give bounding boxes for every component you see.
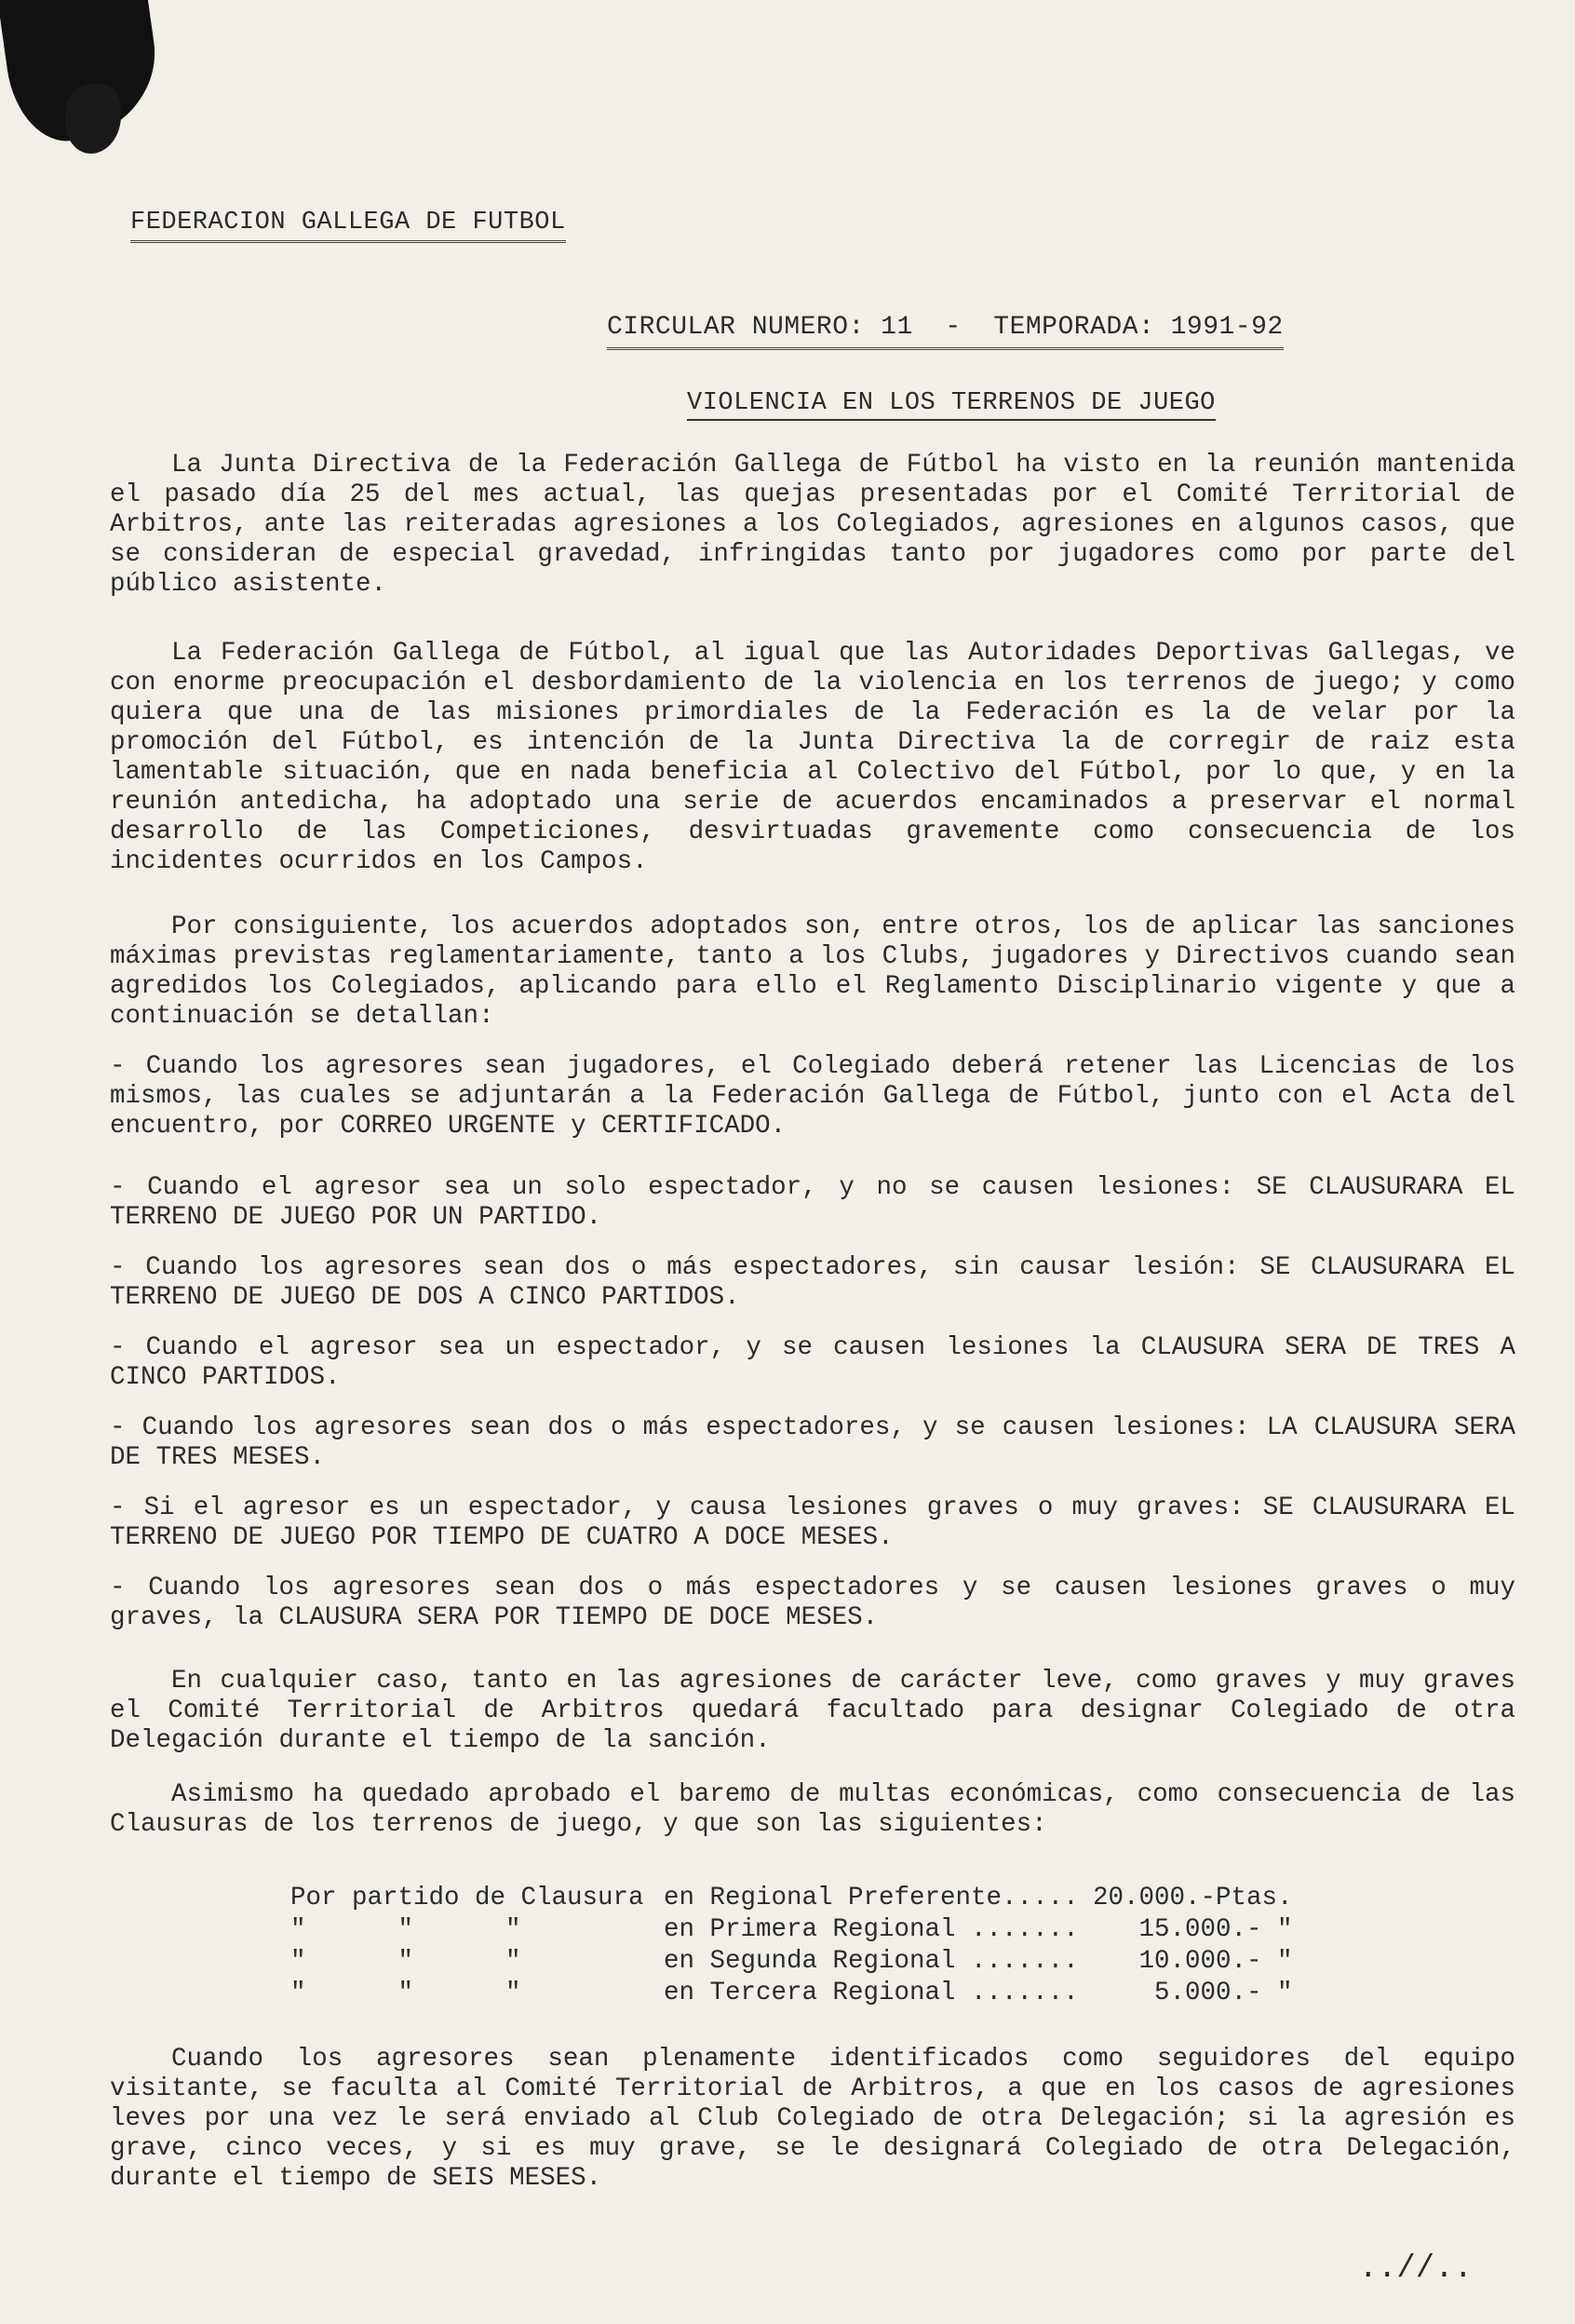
circular-number-line: CIRCULAR NUMERO: 11 - TEMPORADA: 1991-92 bbox=[607, 313, 1284, 350]
rule-item: - Si el agresor es un espectador, y causa lesiones graves o muy graves: SE CLAUSURARA EL TERRENO DE JUEGO POR TIEMPO DE CUATRO A DOCE MESES. bbox=[110, 1493, 1515, 1552]
torn-corner-shadow bbox=[65, 84, 121, 154]
paragraph-any-case: En cualquier caso, tanto en las agresiones de carácter leve, como graves y muy graves el Comité Territorial de Arbitros quedará facultado para designar Colegiado de otra Delegación durante el tiempo de la sanción. bbox=[110, 1667, 1515, 1755]
paragraph-concern: La Federación Gallega de Fútbol, al igual que las Autoridades Deportivas Gallegas, ve con enorme preocupación el desbordamiento de la violencia en los terrenos de juego; y como quiera que una de las misiones primordiales de la Federación es la de velar por la promoción del Fútbol, es intención de la Junta Directiva la de corregir de raiz esta lamentable situación, que en nada beneficia al Colectivo del Fútbol, por lo que, y en la reunión antedicha, ha adoptado una serie de acuerdos encaminados a preservar el normal desarrollo de las Competiciones, desvirtuadas gravemente como consecuencia de los incidentes ocurridos en los Campos. bbox=[110, 639, 1515, 876]
fine-amount: 15.000.- " bbox=[1138, 1915, 1293, 1944]
rule-item: - Cuando los agresores sean dos o más espectadores, sin causar lesión: SE CLAUSURARA EL TERRENO DE JUEGO DE DOS A CINCO PARTIDOS. bbox=[110, 1253, 1515, 1312]
rule-item: - Cuando el agresor sea un solo espectador, y no se causen lesiones: SE CLAUSURARA EL TERRENO DE JUEGO POR UN PARTIDO. bbox=[110, 1173, 1515, 1232]
fine-category: en Segunda Regional ....... bbox=[664, 1947, 1079, 1976]
paragraph-agreements: Por consiguiente, los acuerdos adoptados son, entre otros, los de aplicar las sanciones máximas previstas reglamentariamente, tanto a los Clubs, jugadores y Directivos cuando sean agredidos los Colegiados, aplicando para ello el Reglamento Disciplinario vigente y que a continuación se detallan: bbox=[110, 912, 1515, 1031]
fine-label: Por partido de Clausura bbox=[290, 1884, 644, 1912]
fine-label: " " " bbox=[290, 1915, 521, 1944]
fine-row bbox=[290, 1883, 1299, 1914]
fine-amount: 10.000.- " bbox=[1138, 1947, 1293, 1976]
rule-item: - Cuando los agresores sean dos o más espectadores, y se causen lesiones: LA CLAUSURA SERA DE TRES MESES. bbox=[110, 1413, 1515, 1472]
paragraph-visitors: Cuando los agresores sean plenamente identificados como seguidores del equipo visitante, se faculta al Comité Territorial de Arbitros, a que en los casos de agresiones leves por una vez le será enviado al Club Colegiado de otra Delegación; si la agresión es grave, cinco veces, y si es muy grave, se le designará Colegiado de otra Delegación, durante el tiempo de SEIS MESES. bbox=[110, 2045, 1515, 2193]
fine-amount: 20.000.-Ptas. bbox=[1093, 1884, 1293, 1912]
rule-item: - Cuando los agresores sean dos o más espectadores y se causen lesiones graves o muy graves, la CLAUSURA SERA POR TIEMPO DE DOCE MESES. bbox=[110, 1574, 1515, 1632]
document-heading: VIOLENCIA EN LOS TERRENOS DE JUEGO bbox=[687, 389, 1216, 421]
fine-amount: 5.000.- " bbox=[1138, 1979, 1293, 2007]
fine-label: " " " bbox=[290, 1979, 521, 2007]
fine-category: en Regional Preferente..... bbox=[664, 1884, 1079, 1912]
fine-row bbox=[290, 1946, 1299, 1978]
paragraph-intro: La Junta Directiva de la Federación Gallega de Fútbol ha visto en la reunión mantenida el pasado día 25 del mes actual, las quejas presentadas por el Comité Territorial de Arbitros, ante las reiteradas agresiones a los Colegiados, agresiones en algunos casos, que se consideran de especial gravedad, infringidas tanto por jugadores como por parte del público asistente. bbox=[110, 451, 1515, 599]
continuation-mark: ..//.. bbox=[1358, 2251, 1473, 2287]
fines-table bbox=[290, 1883, 1299, 2009]
fine-row bbox=[290, 1914, 1299, 1946]
rule-item: - Cuando los agresores sean jugadores, el Colegiado deberá retener las Licencias de los mismos, las cuales se adjuntarán a la Federación Gallega de Fútbol, junto con el Acta del encuentro, por CORREO URGENTE y CERTIFICADO. bbox=[110, 1052, 1515, 1141]
fine-category: en Primera Regional ....... bbox=[664, 1915, 1079, 1944]
fine-label: " " " bbox=[290, 1947, 521, 1976]
fine-row bbox=[290, 1978, 1299, 2009]
paragraph-fines-intro: Asimismo ha quedado aprobado el baremo de multas económicas, como consecuencia de las Clausuras de los terrenos de juego, y que son las siguientes: bbox=[110, 1780, 1515, 1839]
organization-header: FEDERACION GALLEGA DE FUTBOL bbox=[130, 209, 566, 243]
rule-item: - Cuando el agresor sea un espectador, y se causen lesiones la CLAUSURA SERA DE TRES A CINCO PARTIDOS. bbox=[110, 1333, 1515, 1392]
fine-category: en Tercera Regional ....... bbox=[664, 1979, 1079, 2007]
